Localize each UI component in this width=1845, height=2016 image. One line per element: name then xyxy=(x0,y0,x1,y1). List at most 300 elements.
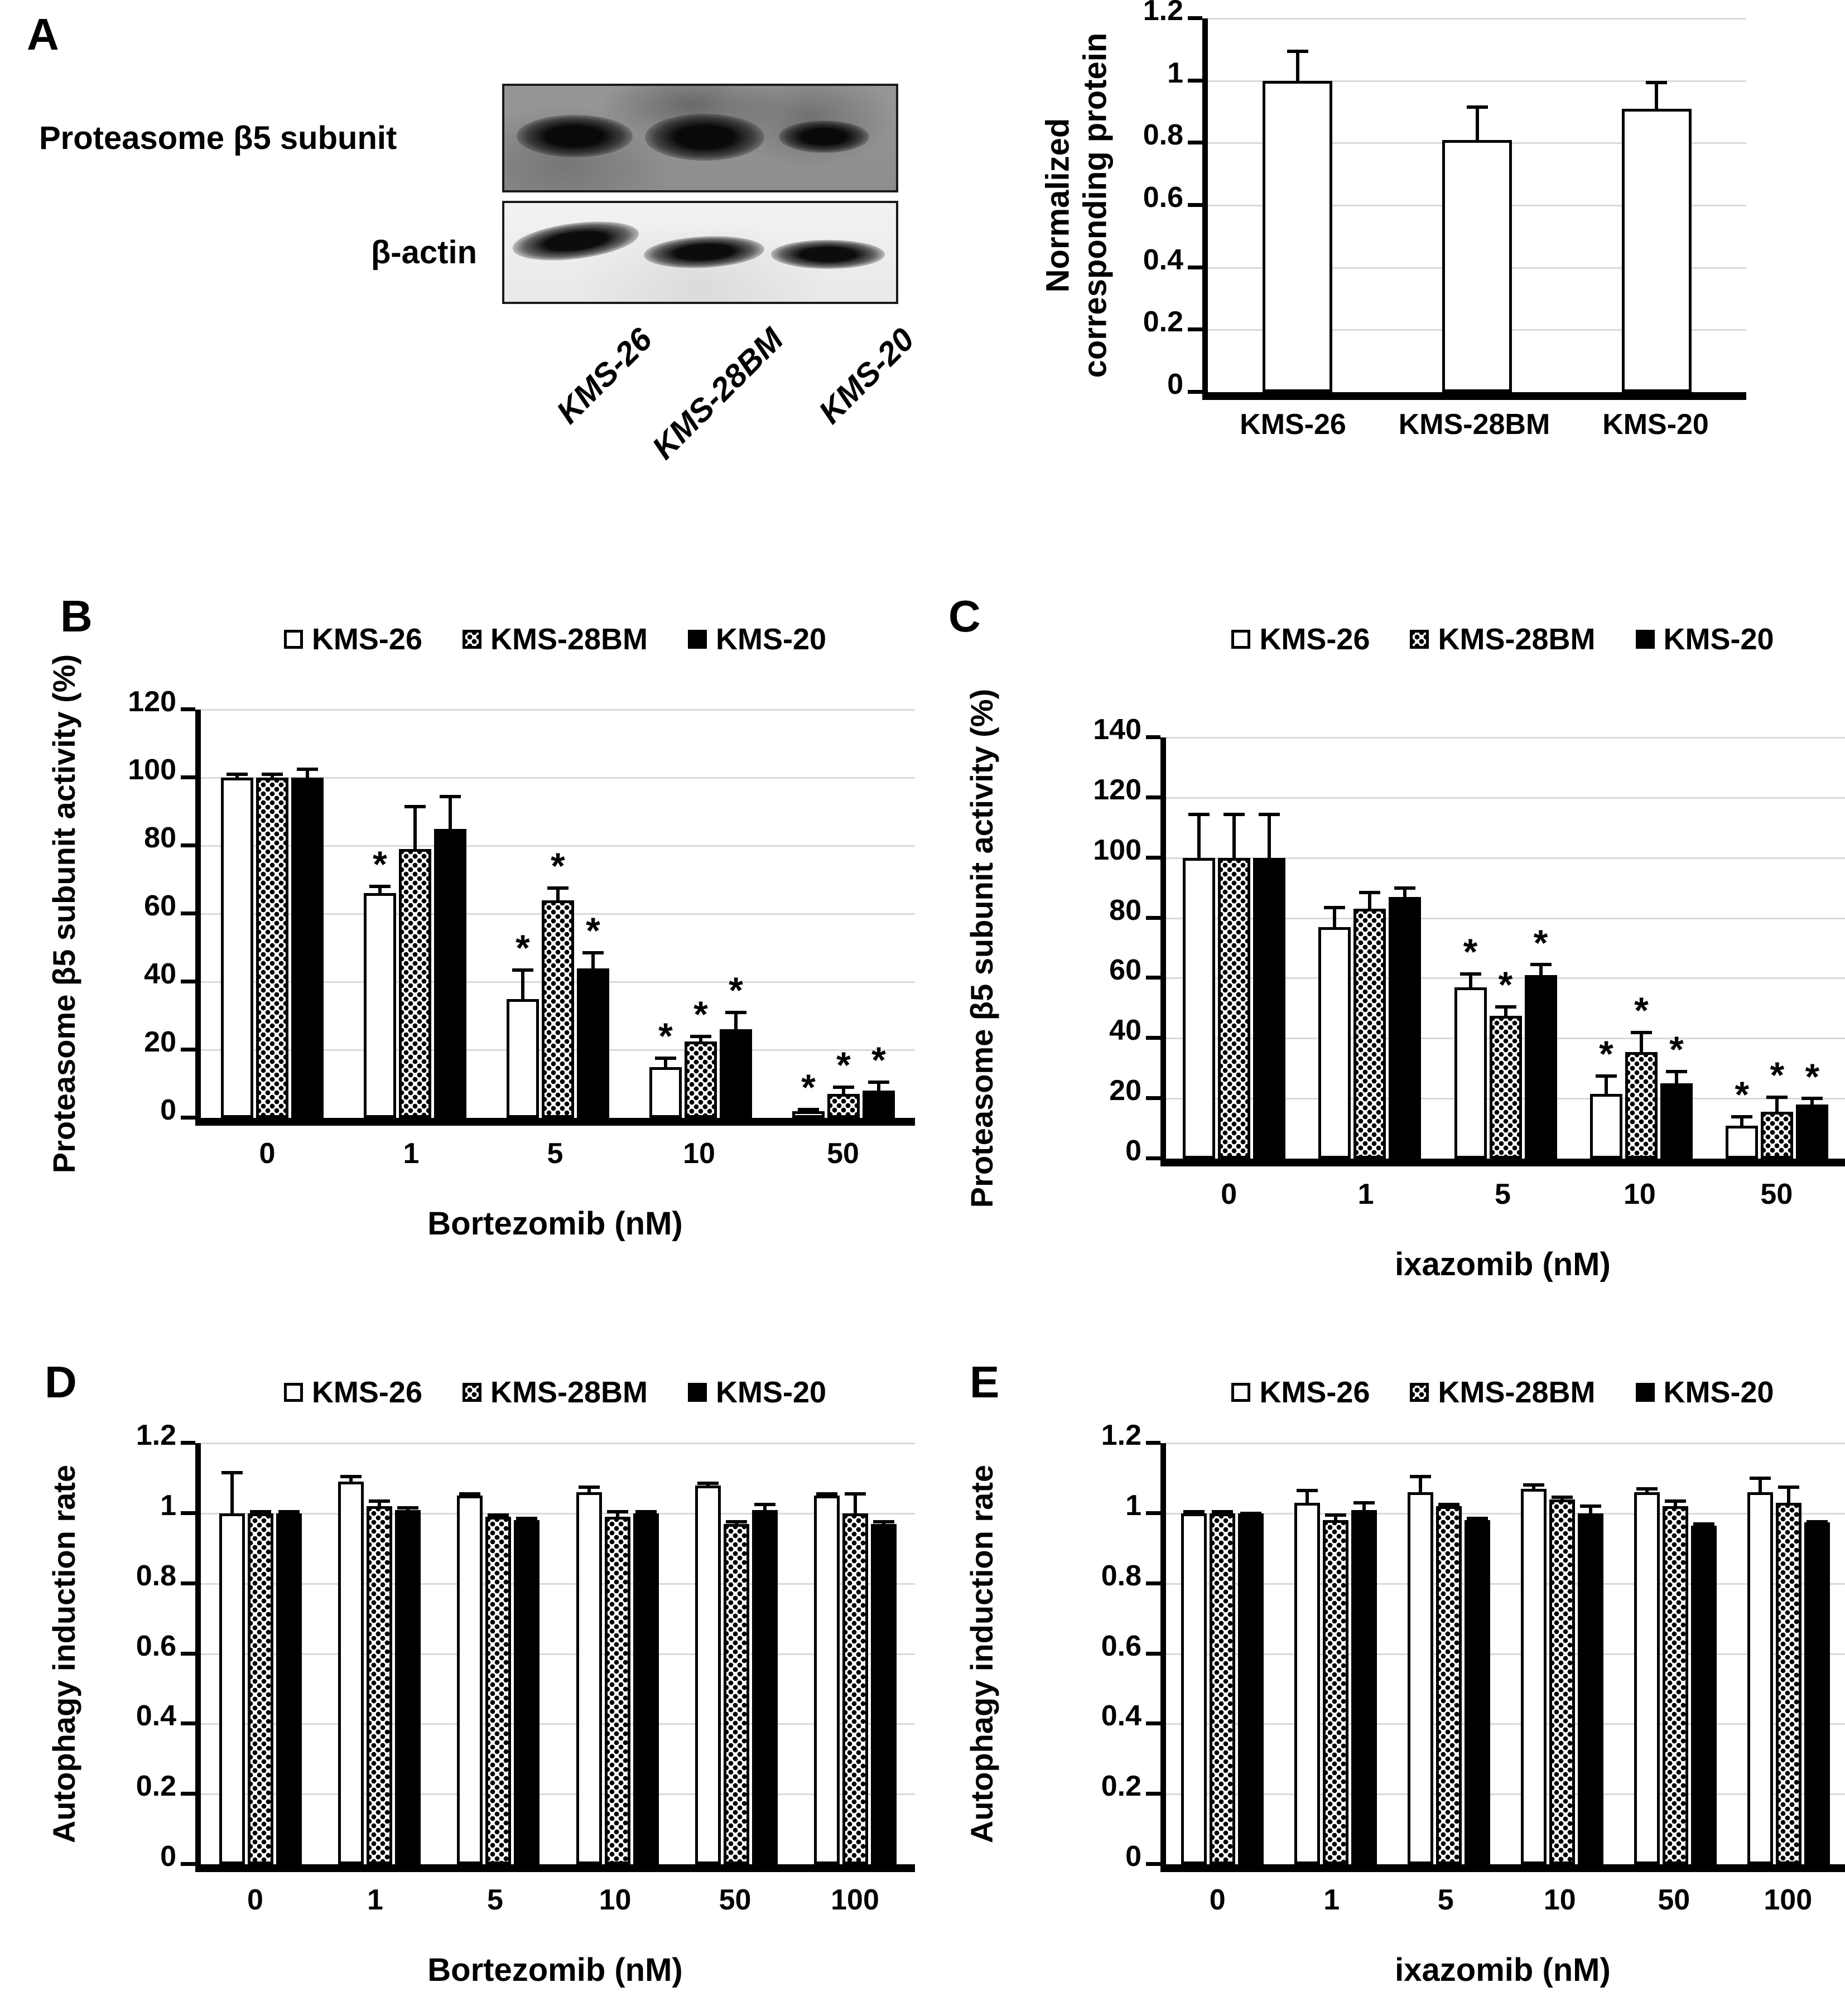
barwrap xyxy=(219,1443,245,1864)
bar-KMS-20 xyxy=(1525,975,1557,1159)
y-tick-mark xyxy=(1188,266,1202,269)
y-tick-mark xyxy=(1188,141,1202,144)
bar-KMS-20 xyxy=(863,1091,895,1118)
bar-KMS-28BM xyxy=(842,1513,868,1864)
significance-asterisk: * xyxy=(1533,922,1548,963)
bar-KMS-20 xyxy=(291,778,324,1118)
error-bar-cap xyxy=(1807,1520,1828,1523)
error-bar-cap xyxy=(1631,1031,1652,1034)
bar-KMS-28BM xyxy=(248,1513,273,1864)
significance-asterisk: * xyxy=(1498,964,1513,1006)
bar-group-10 xyxy=(629,710,772,1118)
legend-item-KMS-26 xyxy=(284,1375,422,1410)
legend-swatch-black-icon xyxy=(1636,1383,1655,1402)
legend-label: KMS-28BM xyxy=(490,623,648,656)
significance-asterisk: * xyxy=(801,1066,816,1108)
legend-swatch-black-icon xyxy=(1636,630,1655,649)
bar-value xyxy=(1263,81,1332,392)
bar-KMS-28BM xyxy=(1625,1052,1658,1159)
y-tick-mark xyxy=(181,1862,195,1866)
bar-KMS-26 xyxy=(1726,1126,1758,1159)
y-tick-mark xyxy=(1188,203,1202,207)
bar-KMS-26 xyxy=(1183,858,1215,1159)
lane-label: KMS-20 xyxy=(812,321,922,431)
barwrap xyxy=(685,710,717,1118)
bar-KMS-20 xyxy=(1253,858,1285,1159)
bar-KMS-20 xyxy=(1804,1522,1830,1864)
blot-image-actin xyxy=(502,201,898,304)
barwrap xyxy=(695,1443,721,1864)
bar-groups xyxy=(1166,1443,1845,1864)
y-tick-label: 0.2 xyxy=(136,1770,176,1803)
bar-group-0 xyxy=(201,1443,320,1864)
y-tick-mark xyxy=(181,1581,195,1585)
chart-body xyxy=(909,1419,1845,1873)
bar-group-1 xyxy=(1279,1443,1393,1864)
error-bar-cap xyxy=(1523,1483,1544,1487)
bar-KMS-26 xyxy=(1521,1489,1547,1864)
error-bar-cap xyxy=(250,1510,271,1513)
significance-asterisk: * xyxy=(1770,1054,1785,1096)
bar-KMS-26 xyxy=(1181,1513,1207,1864)
error-bar-cap xyxy=(1353,1501,1375,1504)
error-bar-cap xyxy=(278,1510,300,1513)
legend-item-KMS-26 xyxy=(1231,1375,1370,1410)
x-tick-labels xyxy=(1202,408,1746,441)
significance-asterisk: * xyxy=(586,910,600,952)
y-tick-label: 120 xyxy=(1093,773,1141,806)
x-tick-label: 5 xyxy=(1495,1178,1511,1210)
legend-swatch-black-icon xyxy=(688,1383,707,1402)
error-bar-cap xyxy=(754,1503,775,1506)
error-bar-cap xyxy=(221,1471,243,1474)
significance-asterisk: * xyxy=(693,993,708,1035)
x-tick-label: 0 xyxy=(1209,1884,1226,1916)
error-bar-cap xyxy=(868,1081,889,1084)
y-tick-label: 40 xyxy=(144,958,176,991)
bar-KMS-26 xyxy=(1318,927,1351,1159)
bar-KMS-26 xyxy=(219,1513,245,1864)
barwrap xyxy=(724,1443,749,1864)
error-bar-cap xyxy=(369,885,391,888)
x-axis-title: ixazomib (nM) xyxy=(1395,1952,1611,1988)
bar-KMS-28BM xyxy=(1353,909,1386,1159)
x-tick-label: 0 xyxy=(247,1884,263,1916)
bar-KMS-20 xyxy=(1578,1513,1603,1864)
chart-body xyxy=(1021,0,1746,401)
x-tick-labels xyxy=(1160,1883,1845,1917)
y-tick-label: 0.6 xyxy=(1143,181,1183,214)
error-bar-cap xyxy=(726,1520,747,1523)
bar-KMS-26 xyxy=(1634,1492,1660,1864)
error-bar-cap xyxy=(816,1492,837,1496)
error-bar-cap xyxy=(1467,105,1488,109)
legend-label: KMS-20 xyxy=(716,623,827,656)
y-tick-label: 1 xyxy=(1167,56,1183,89)
barwrap xyxy=(457,1443,483,1864)
barwrap xyxy=(1726,737,1758,1159)
barwrap xyxy=(1465,1443,1490,1864)
barwrap xyxy=(1578,1443,1603,1864)
y-tick-mark xyxy=(181,1721,195,1725)
x-tick-label: 50 xyxy=(1760,1178,1793,1210)
legend-item-KMS-28BM xyxy=(1410,1375,1595,1410)
legend xyxy=(195,1375,915,1410)
error-bar-cap xyxy=(1731,1115,1752,1118)
bar-KMS-20 xyxy=(1660,1083,1693,1159)
error-bar-cap xyxy=(1297,1489,1318,1492)
error-bar-stem xyxy=(449,795,452,829)
y-tick-label: 1.2 xyxy=(1101,1419,1141,1451)
y-tick-mark xyxy=(181,1652,195,1656)
blot-band xyxy=(779,120,869,153)
legend-swatch-pattern-icon xyxy=(463,1383,481,1402)
bar-group-5 xyxy=(1393,1443,1506,1864)
y-tick-label: 0.2 xyxy=(1143,306,1183,339)
error-bar-cap xyxy=(1646,81,1667,84)
bar-KMS-28BM xyxy=(1761,1112,1793,1159)
bar-KMS-28BM xyxy=(1218,858,1250,1159)
y-tick-mark xyxy=(1146,735,1160,739)
barwrap xyxy=(276,1443,302,1864)
x-tick-labels xyxy=(195,1137,915,1170)
error-bar-cap xyxy=(1438,1503,1459,1506)
error-bar-stem xyxy=(1268,813,1271,858)
y-tick-mark xyxy=(1146,1441,1160,1445)
legend-item-KMS-28BM xyxy=(463,1375,648,1410)
barwrap xyxy=(1454,737,1487,1159)
x-tick-label: 5 xyxy=(1437,1884,1454,1916)
y-tick-label: 60 xyxy=(1109,954,1141,987)
barwrap xyxy=(577,710,609,1118)
error-bar-cap xyxy=(1750,1477,1771,1480)
significance-asterisk: * xyxy=(1463,930,1478,972)
error-bar-cap xyxy=(579,1486,600,1489)
y-tick-mark xyxy=(1146,1792,1160,1796)
bar-KMS-28BM xyxy=(485,1517,511,1864)
plot-area xyxy=(1160,737,1845,1166)
error-bar-cap xyxy=(1665,1499,1686,1503)
error-bar-cap xyxy=(1778,1486,1799,1489)
y-tick-label: 60 xyxy=(144,890,176,922)
bar-KMS-26 xyxy=(1747,1492,1773,1864)
error-bar-cap xyxy=(516,1517,537,1520)
y-tick-mark xyxy=(1146,856,1160,860)
y-tick-labels xyxy=(1054,713,1160,1167)
bar-group-100 xyxy=(1732,1443,1845,1864)
y-tick-label: 20 xyxy=(1109,1074,1141,1107)
error-bar-cap xyxy=(1359,891,1380,894)
y-tick-label: 40 xyxy=(1109,1014,1141,1047)
blot-band xyxy=(517,115,633,157)
y-tick-label: 80 xyxy=(144,822,176,855)
bar-KMS-20 xyxy=(720,1029,752,1118)
legend-swatch-pattern-icon xyxy=(463,630,481,649)
barwrap xyxy=(1323,1443,1348,1864)
bar-KMS-26 xyxy=(364,893,396,1118)
error-bar-cap xyxy=(397,1506,418,1509)
error-bar-cap xyxy=(607,1510,628,1513)
barwrap xyxy=(871,1443,897,1864)
error-bar-cap xyxy=(1693,1522,1714,1526)
x-tick-label: 10 xyxy=(1543,1884,1576,1916)
x-tick-label: 1 xyxy=(1323,1884,1340,1916)
bar-KMS-20 xyxy=(1238,1513,1264,1864)
x-tick-label: 1 xyxy=(367,1884,383,1916)
legend-swatch-pattern-icon xyxy=(1410,1383,1429,1402)
legend-label: KMS-28BM xyxy=(1438,1376,1596,1409)
barwrap xyxy=(1263,18,1332,392)
error-bar-cap xyxy=(1394,886,1415,890)
bar-value xyxy=(1622,109,1692,392)
western-blot-panel xyxy=(0,0,971,586)
y-axis-title: Autophagy induction rate xyxy=(964,1464,999,1843)
bar-KMS-20 xyxy=(434,829,466,1118)
bar-KMS-28BM xyxy=(256,778,288,1118)
barwrap xyxy=(1625,737,1658,1159)
error-bar-cap xyxy=(1766,1096,1788,1099)
bar-KMS-20 xyxy=(1351,1510,1377,1864)
y-tick-label: 0.8 xyxy=(1101,1559,1141,1592)
y-tick-mark xyxy=(1146,1036,1160,1040)
x-tick-label: 5 xyxy=(547,1137,563,1170)
chart-normalized-protein xyxy=(1021,0,1746,441)
bar-KMS-26 xyxy=(1590,1094,1622,1159)
blot-band xyxy=(771,240,885,269)
error-bar-cap xyxy=(1801,1097,1823,1100)
y-tick-mark xyxy=(181,843,195,847)
error-bar-cap xyxy=(440,795,461,798)
blot-band xyxy=(510,215,641,266)
y-tick-mark xyxy=(181,1441,195,1445)
legend-label: KMS-20 xyxy=(1663,1376,1774,1409)
bar-KMS-28BM xyxy=(1323,1520,1348,1864)
y-tick-label: 0.6 xyxy=(1101,1629,1141,1662)
significance-asterisk: * xyxy=(1599,1033,1613,1075)
y-tick-mark xyxy=(181,707,195,711)
y-tick-label: 0.4 xyxy=(136,1700,176,1733)
significance-asterisk: * xyxy=(871,1039,886,1081)
bar-group-KMS-28BM xyxy=(1388,18,1567,392)
y-tick-mark xyxy=(1146,1652,1160,1656)
barwrap xyxy=(256,710,288,1118)
barwrap xyxy=(1525,737,1557,1159)
legend-label: KMS-26 xyxy=(311,623,422,656)
y-tick-label: 1.2 xyxy=(1143,0,1183,27)
panel-letter-c: C xyxy=(948,591,981,641)
legend-swatch-black-icon xyxy=(688,630,707,649)
legend-item-KMS-26 xyxy=(284,622,422,657)
legend-label: KMS-28BM xyxy=(1438,623,1596,656)
barwrap xyxy=(1389,737,1421,1159)
legend-swatch-white-icon xyxy=(284,1383,303,1402)
error-bar-cap xyxy=(547,886,569,890)
barwrap xyxy=(1622,18,1692,392)
plot-area xyxy=(1202,18,1746,400)
error-bar-cap xyxy=(1530,963,1552,966)
x-axis-title: Bortezomib (nM) xyxy=(427,1205,683,1242)
y-tick-label: 0 xyxy=(1125,1840,1141,1873)
barwrap xyxy=(1590,737,1622,1159)
barwrap xyxy=(1218,737,1250,1159)
y-tick-mark xyxy=(1188,16,1202,20)
plot-area xyxy=(195,710,915,1126)
y-axis-title: Proteasome β5 subunit activity (%) xyxy=(46,654,81,1174)
legend-item-KMS-20 xyxy=(688,1375,826,1410)
error-bar-cap xyxy=(1240,1512,1261,1515)
blot-band xyxy=(645,114,764,161)
barwrap xyxy=(395,1443,421,1864)
bar-group-5 xyxy=(1438,737,1573,1159)
barwrap xyxy=(291,710,324,1118)
bar-group-0 xyxy=(1166,1443,1279,1864)
significance-asterisk: * xyxy=(551,845,565,887)
barwrap xyxy=(399,710,431,1118)
error-bar-cap xyxy=(459,1492,480,1496)
barwrap xyxy=(1549,1443,1575,1864)
error-bar-cap xyxy=(1580,1504,1601,1508)
x-tick-label: 5 xyxy=(487,1884,503,1916)
barwrap xyxy=(367,1443,392,1864)
barwrap xyxy=(752,1443,778,1864)
x-tick-label: 100 xyxy=(1764,1884,1813,1916)
error-bar-cap xyxy=(1636,1487,1658,1491)
error-bar-stem xyxy=(1232,813,1236,858)
barwrap xyxy=(1183,737,1215,1159)
barwrap xyxy=(1776,1443,1801,1864)
panel-letter-d: D xyxy=(45,1357,77,1407)
significance-asterisk: * xyxy=(516,927,530,968)
bar-groups xyxy=(1166,737,1845,1159)
significance-asterisk: * xyxy=(1634,990,1649,1031)
error-bar-cap xyxy=(1460,972,1481,976)
y-tick-label: 0.6 xyxy=(136,1629,176,1662)
y-tick-label: 20 xyxy=(144,1026,176,1059)
bar-KMS-20 xyxy=(395,1510,421,1864)
legend-item-KMS-28BM xyxy=(1410,622,1595,657)
chart-bortezomib-autophagy xyxy=(33,1350,915,1989)
legend-label: KMS-20 xyxy=(1663,623,1774,656)
barwrap xyxy=(792,710,825,1118)
bar-KMS-26 xyxy=(792,1111,825,1118)
legend-label: KMS-26 xyxy=(1259,1376,1370,1409)
y-axis-title: Proteasome β5 subunit activity (%) xyxy=(964,688,999,1208)
bar-KMS-28BM xyxy=(1490,1016,1522,1159)
barwrap xyxy=(649,710,682,1118)
error-bar-stem xyxy=(413,805,417,849)
barwrap xyxy=(1210,1443,1235,1864)
barwrap xyxy=(1634,1443,1660,1864)
x-tick-label: KMS-20 xyxy=(1602,408,1709,441)
blot-row-label: Proteasome β5 subunit xyxy=(39,120,397,156)
y-tick-label: 120 xyxy=(128,686,176,718)
y-tick-mark xyxy=(1146,1156,1160,1160)
x-tick-label: 0 xyxy=(1221,1178,1237,1210)
error-bar-cap xyxy=(1324,906,1345,909)
x-axis-title: Bortezomib (nM) xyxy=(427,1952,683,1988)
bar-group-100 xyxy=(796,1443,915,1864)
error-bar-cap xyxy=(635,1510,657,1513)
chart-bortezomib-activity xyxy=(33,589,915,1242)
y-tick-label: 0 xyxy=(1125,1135,1141,1167)
legend-label: KMS-26 xyxy=(311,1376,422,1409)
bar-value xyxy=(1442,140,1512,392)
blot-row-label: β-actin xyxy=(370,234,477,271)
error-bar-cap xyxy=(582,951,604,954)
error-bar-cap xyxy=(262,773,283,776)
barwrap xyxy=(1408,1443,1433,1864)
legend xyxy=(195,622,915,657)
blot-row-proteasome xyxy=(39,84,909,192)
y-tick-label: 100 xyxy=(1093,833,1141,866)
y-tick-label: 1 xyxy=(1125,1489,1141,1522)
y-tick-label: 0.2 xyxy=(1101,1770,1141,1803)
bar-KMS-26 xyxy=(457,1496,483,1864)
significance-asterisk: * xyxy=(1805,1055,1820,1097)
x-tick-label: 10 xyxy=(599,1884,632,1916)
barwrap xyxy=(364,710,396,1118)
bar-group-10 xyxy=(558,1443,677,1864)
barwrap xyxy=(1253,737,1285,1159)
bar-KMS-28BM xyxy=(724,1524,749,1864)
bar-KMS-28BM xyxy=(542,900,574,1118)
bar-group-10 xyxy=(1505,1443,1618,1864)
y-tick-label: 0 xyxy=(160,1094,176,1126)
bar-KMS-20 xyxy=(752,1510,778,1864)
error-bar-cap xyxy=(1259,813,1280,816)
legend-item-KMS-20 xyxy=(1636,1375,1774,1410)
barwrap xyxy=(507,710,539,1118)
barwrap xyxy=(863,710,895,1118)
bar-group-50 xyxy=(772,710,915,1118)
x-axis-title: ixazomib (nM) xyxy=(1395,1246,1611,1282)
barwrap xyxy=(1796,737,1828,1159)
legend-label: KMS-20 xyxy=(716,1376,827,1409)
error-bar-stem xyxy=(521,968,524,999)
chart-body xyxy=(33,1419,915,1873)
bar-KMS-26 xyxy=(1294,1503,1320,1864)
barwrap xyxy=(1181,1443,1207,1864)
error-bar-cap xyxy=(1188,813,1210,816)
panel-letter-e: E xyxy=(970,1357,1000,1407)
bar-KMS-20 xyxy=(1465,1520,1490,1864)
x-tick-label: KMS-26 xyxy=(1240,408,1346,441)
y-tick-label: 140 xyxy=(1093,713,1141,746)
y-tick-label: 0.8 xyxy=(136,1559,176,1592)
x-tick-label: 0 xyxy=(259,1137,276,1170)
bar-groups xyxy=(201,1443,915,1864)
bar-KMS-26 xyxy=(649,1067,682,1118)
bar-group-KMS-20 xyxy=(1567,18,1746,392)
bar-KMS-28BM xyxy=(1776,1503,1801,1864)
panel-letter-a: A xyxy=(27,9,59,59)
legend-item-KMS-20 xyxy=(688,622,826,657)
y-tick-mark xyxy=(1146,916,1160,920)
legend-swatch-white-icon xyxy=(1231,630,1250,649)
barwrap xyxy=(248,1443,273,1864)
barwrap xyxy=(542,710,574,1118)
error-bar-cap xyxy=(845,1492,866,1496)
bar-KMS-20 xyxy=(276,1513,302,1864)
y-tick-mark xyxy=(1188,79,1202,83)
error-bar-cap xyxy=(1325,1513,1346,1517)
bar-group-1 xyxy=(320,1443,439,1864)
error-bar-cap xyxy=(873,1520,894,1523)
bar-KMS-26 xyxy=(507,999,539,1118)
chart-ixazomib-autophagy xyxy=(909,1350,1845,1989)
bar-group-10 xyxy=(1573,737,1709,1159)
legend-swatch-white-icon xyxy=(284,630,303,649)
